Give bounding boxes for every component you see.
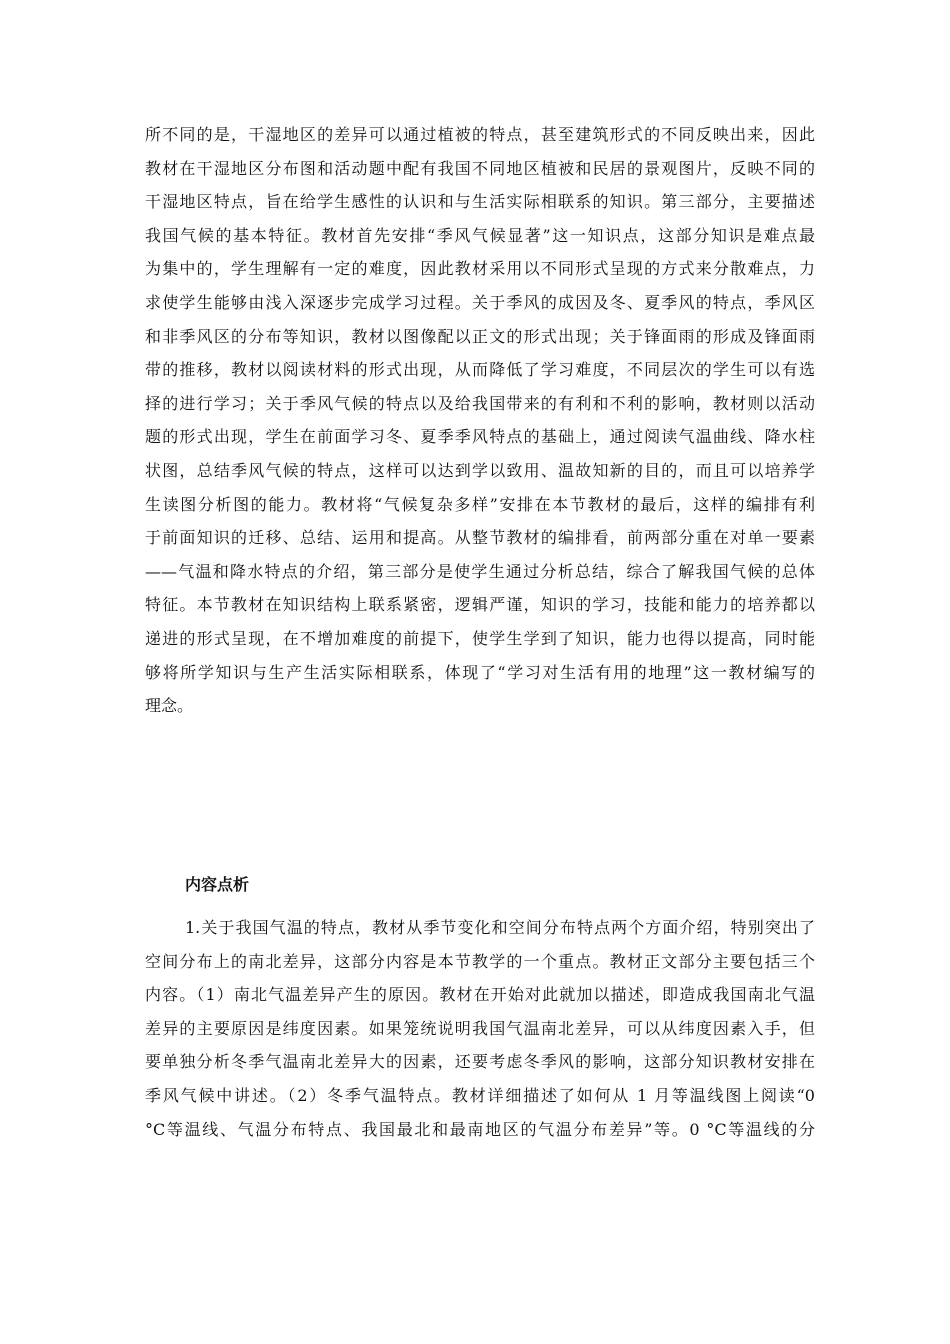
- text-line: 理念。: [145, 696, 194, 716]
- text-line: 带的推移，教材以阅读材料的形式出现，从而降低了学习难度，不同层次的学生可以有选: [145, 360, 815, 380]
- text-line: 和非季风区的分布等知识，教材以图像配以正文的形式出现；关于锋面雨的形成及锋面雨: [145, 326, 815, 346]
- text-line: 特征。本节教材在知识结构上联系紧密，逻辑严谨，知识的学习，技能和能力的培养都以: [145, 595, 815, 615]
- text-line: 我国气候的基本特征。教材首先安排“季风气候显著”这一知识点，这部分知识是难点最: [145, 225, 815, 245]
- text-line: 干湿地区特点，旨在给学生感性的认识和与生活实际相联系的知识。第三部分，主要描述: [145, 192, 815, 212]
- text-line: 题的形式出现，学生在前面学习冬、夏季季风特点的基础上，通过阅读气温曲线、降水柱: [145, 427, 815, 447]
- text-line: 季风气候中讲述。（2）冬季气温特点。教材详细描述了如何从 1 月等温线图上阅读“0: [145, 1085, 815, 1105]
- paragraph-design-analysis: [145, 118, 815, 723]
- text-line: 差异的主要原因是纬度因素。如果笼统说明我国气温南北差异，可以从纬度因素入手，但: [145, 1018, 815, 1038]
- text-line: 要单独分析冬季气温南北差异大的因素，还要考虑冬季风的影响，这部分知识教材安排在: [145, 1052, 815, 1072]
- text-line: 1.关于我国气温的特点，教材从季节变化和空间分布特点两个方面介绍，特别突出了: [185, 918, 815, 937]
- text-line: ——气温和降水特点的介绍，第三部分是使学生通过分析总结，综合了解我国气候的总体: [145, 561, 815, 581]
- text-line: 递进的形式呈现，在不增加难度的前提下，使学生学到了知识，能力也得以提高，同时能: [145, 628, 815, 648]
- text-line: 够将所学知识与生产生活实际相联系，体现了“学习对生活有用的地理”这一教材编写的: [145, 662, 815, 682]
- text-line: 空间分布上的南北差异，这部分内容是本节教学的一个重点。教材正文部分主要包括三个: [145, 951, 815, 971]
- text-line: 所不同的是，干湿地区的差异可以通过植被的特点，甚至建筑形式的不同反映出来，因此: [145, 125, 815, 144]
- text-line: 求使学生能够由浅入深逐步完成学习过程。关于季风的成因及冬、夏季风的特点，季风区: [145, 292, 815, 312]
- text-line: 教材在干湿地区分布图和活动题中配有我国不同地区植被和民居的景观图片，反映不同的: [145, 158, 815, 178]
- text-line: 生读图分析图的能力。教材将“气候复杂多样”安排在本节教材的最后，这样的编排有利: [145, 494, 815, 514]
- section-heading: 内容点析: [185, 875, 250, 894]
- text-line: °C等温线、气温分布特点、我国最北和最南地区的气温分布差异”等。0 °C等温线的分: [145, 1119, 815, 1139]
- text-line: 为集中的，学生理解有一定的难度，因此教材采用以不同形式呈现的方式来分散难点，力: [145, 259, 815, 279]
- text-line: 择的进行学习；关于季风气候的特点以及给我国带来的有利和不利的影响，教材则以活动: [145, 393, 815, 413]
- text-line: 状图，总结季风气候的特点，这样可以达到学以致用、温故知新的目的，而且可以培养学: [145, 460, 815, 480]
- text-line: 于前面知识的迁移、总结、运用和提高。从整节教材的编排看，前两部分重在对单一要素: [145, 528, 815, 548]
- text-line: 内容。（1）南北气温差异产生的原因。教材在开始对此就加以描述，即造成我国南北气温: [145, 985, 815, 1005]
- paragraph-content-analysis: [145, 911, 815, 1146]
